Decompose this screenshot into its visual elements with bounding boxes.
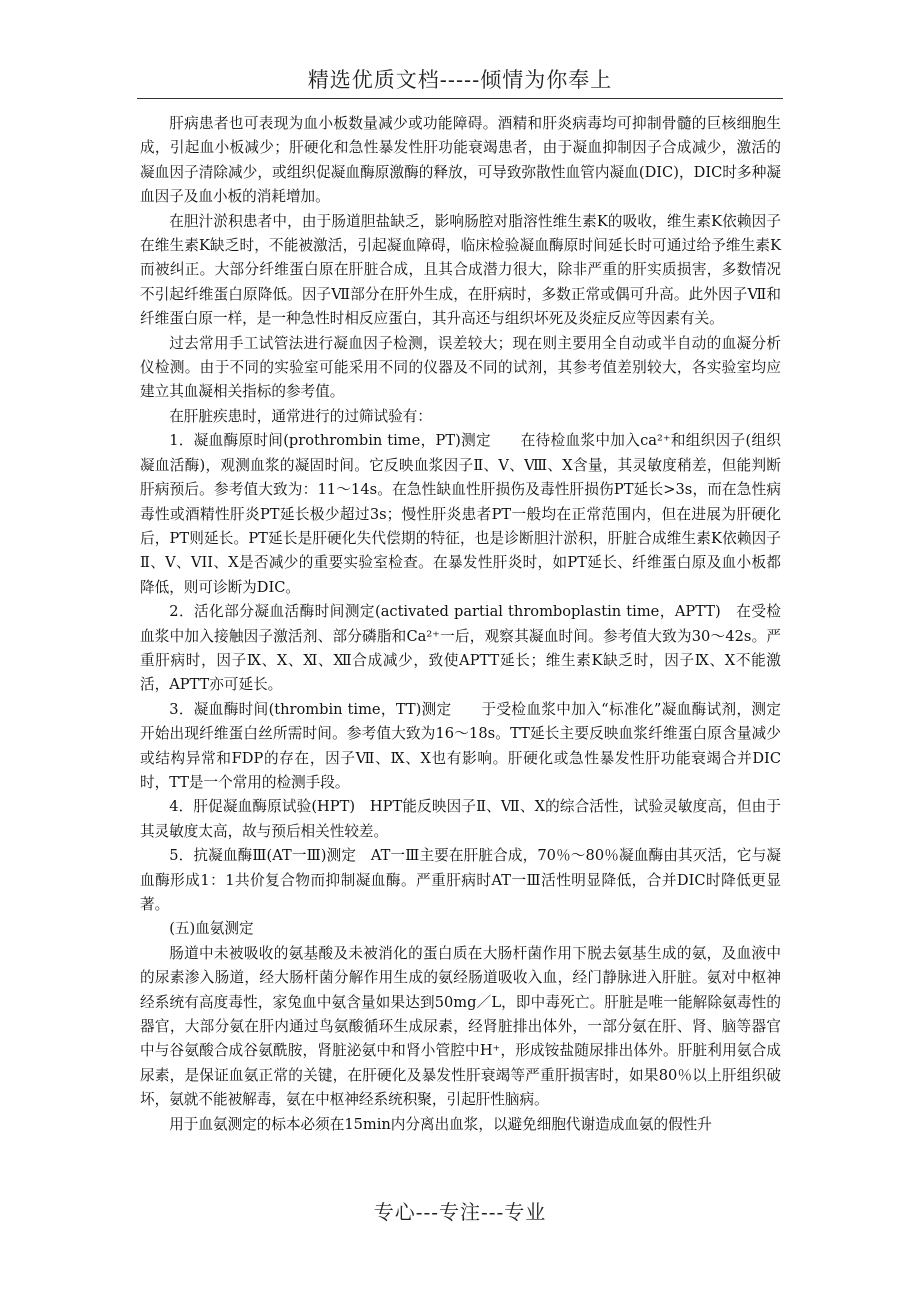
- page-footer: 专心---专注---专业: [373, 1200, 547, 1224]
- paragraph-ammonia: 肠道中未被吸收的氨基酸及未被消化的蛋白质在大肠杆菌作用下脱去氨基生成的氨，及血液中的尿素渗入肠道，经大肠杆菌分解作用生成的氨经肠道吸收入血，经门静脉进入肝脏。氨对中枢神经系统有高度毒性，家兔血中氨含量如果达到50mg／L，即中毒死亡。肝脏是唯一能解除氨毒性的器官，大部分氨在肝内通过鸟氨酸循环生成尿素，经肾脏排出体外，一部分氨在肝、肾、脑等器官中与谷氨酸合成谷氨酰胺，肾脏泌氨中和肾小管腔中H⁺，形成铵盐随尿排出体外。肝脏利用氨合成尿素，是保证血氨正常的关键，在肝硬化及暴发性肝衰竭等严重肝损害时，如果80％以上肝组织破坏，氨就不能被解毒，氨在中枢神经系统积聚，引起肝性脑病。: [140, 944, 781, 1109]
- paragraph-methods: 过去常用手工试管法进行凝血因子检测，误差较大；现在则主要用全自动或半自动的血凝分析仪检测。由于不同的实验室可能采用不同的仪器及不同的试剂，其参考值差别较大，各实验室均应建立其血凝相关指标的参考值。: [140, 334, 781, 401]
- paragraph-platelet: 肝病患者也可表现为血小板数量减少或功能障碍。酒精和肝炎病毒均可抑制骨髓的巨核细胞生成，引起血小板减少；肝硬化和急性暴发性肝功能衰竭患者，由于凝血抑制因子合成减少，激活的凝血因子清除减少，或组织促凝血酶原激酶的释放，可导致弥散性血管内凝血(DIC)，DIC时多种凝血因子及血小板的消耗增加。: [140, 115, 781, 206]
- paragraph-hpt: 4．肝促凝血酶原试验(HPT) HPT能反映因子Ⅱ、Ⅶ、Ⅹ的综合活性，试验灵敏度高，但由于其灵敏度太高，故与预后相关性较差。: [140, 798, 781, 840]
- header-rule: [137, 98, 783, 99]
- section-heading-ammonia: (五)血氨测定: [169, 920, 254, 938]
- paragraph-tt: 3．凝血酶时间(thrombin time，TT)测定 于受检血浆中加入“标准化”凝血酶试剂，测定开始出现纤维蛋白丝所需时间。参考值大致为16～18s。TT延长主要反映血浆纤维蛋白原含量减少或结构异常和FDP的存在，因子Ⅶ、Ⅸ、Ⅹ也有影响。肝硬化或急性暴发性肝功能衰竭合并DIC时，TT是一个常用的检测手段。: [140, 700, 781, 791]
- page-header: 精选优质文档-----倾情为你奉上: [307, 68, 613, 92]
- paragraph-pt: 1．凝血酶原时间(prothrombin time，PT)测定 在待检血浆中加入ca²⁺和组织因子(组织凝血活酶)，观测血浆的凝固时间。它反映血浆因子Ⅱ、Ⅴ、Ⅷ、Ⅹ含量，其灵敏度稍差，但能判断肝病预后。参考值大致为：11～14s。在急性缺血性肝损伤及毒性肝损伤PT延长>3s，而在急性病毒性或酒精性肝炎PT延长极少超过3s；慢性肝炎患者PT一般均在正常范围内，但在进展为肝硬化后，PT则延长。PT延长是肝硬化失代偿期的特征，也是诊断胆汁淤积，肝脏合成维生素K依赖因子Ⅱ、Ⅴ、VII、Ⅹ是否减少的重要实验室检查。在暴发性肝炎时，如PT延长、纤维蛋白原及血小板都降低，则可诊断为DIC。: [140, 432, 781, 596]
- paragraph-aptt: 2．活化部分凝血活酶时间测定(activated partial thromboplastin time，APTT) 在受检血浆中加入接触因子激活剂、部分磷脂和Ca²⁺一后，观察其凝血时间。参考值大致为30～42s。严重肝病时，因子Ⅸ、Ⅹ、Ⅺ、Ⅻ合成减少，致使APTT延长；维生素K缺乏时，因子Ⅸ、Ⅹ不能激活，APTT亦可延长。: [140, 603, 781, 694]
- document-body: [140, 112, 781, 1137]
- paragraph-cholestasis: 在胆汁淤积患者中，由于肠道胆盐缺乏，影响肠腔对脂溶性维生素K的吸收，维生素K依赖因子在维生素K缺乏时，不能被激活，引起凝血障碍，临床检验凝血酶原时间延长时可通过给予维生素K而被纠正。大部分纤维蛋白原在肝脏合成，且其合成潜力很大，除非严重的肝实质损害，多数情况不引起纤维蛋白原降低。因子Ⅶ部分在肝外生成，在肝病时，多数正常或偶可升高。此外因子Ⅶ和纤维蛋白原一样，是一种急性时相反应蛋白，其升高还与组织坏死及炎症反应等因素有关。: [140, 212, 781, 328]
- paragraph-sample: 用于血氨测定的标本必须在15min内分离出血浆，以避免细胞代谢造成血氨的假性升: [169, 1115, 712, 1133]
- paragraph-at3: 5．抗凝血酶Ⅲ(AT一Ⅲ)测定 AT一Ⅲ主要在肝脏合成，70％～80％凝血酶由其灭活，它与凝血酶形成1：1共价复合物而抑制凝血酶。严重肝病时AT一Ⅲ活性明显降低，合并DIC时降低更显著。: [140, 847, 781, 913]
- paragraph-screening-intro: 在肝脏疾患时，通常进行的过筛试验有：: [169, 407, 432, 425]
